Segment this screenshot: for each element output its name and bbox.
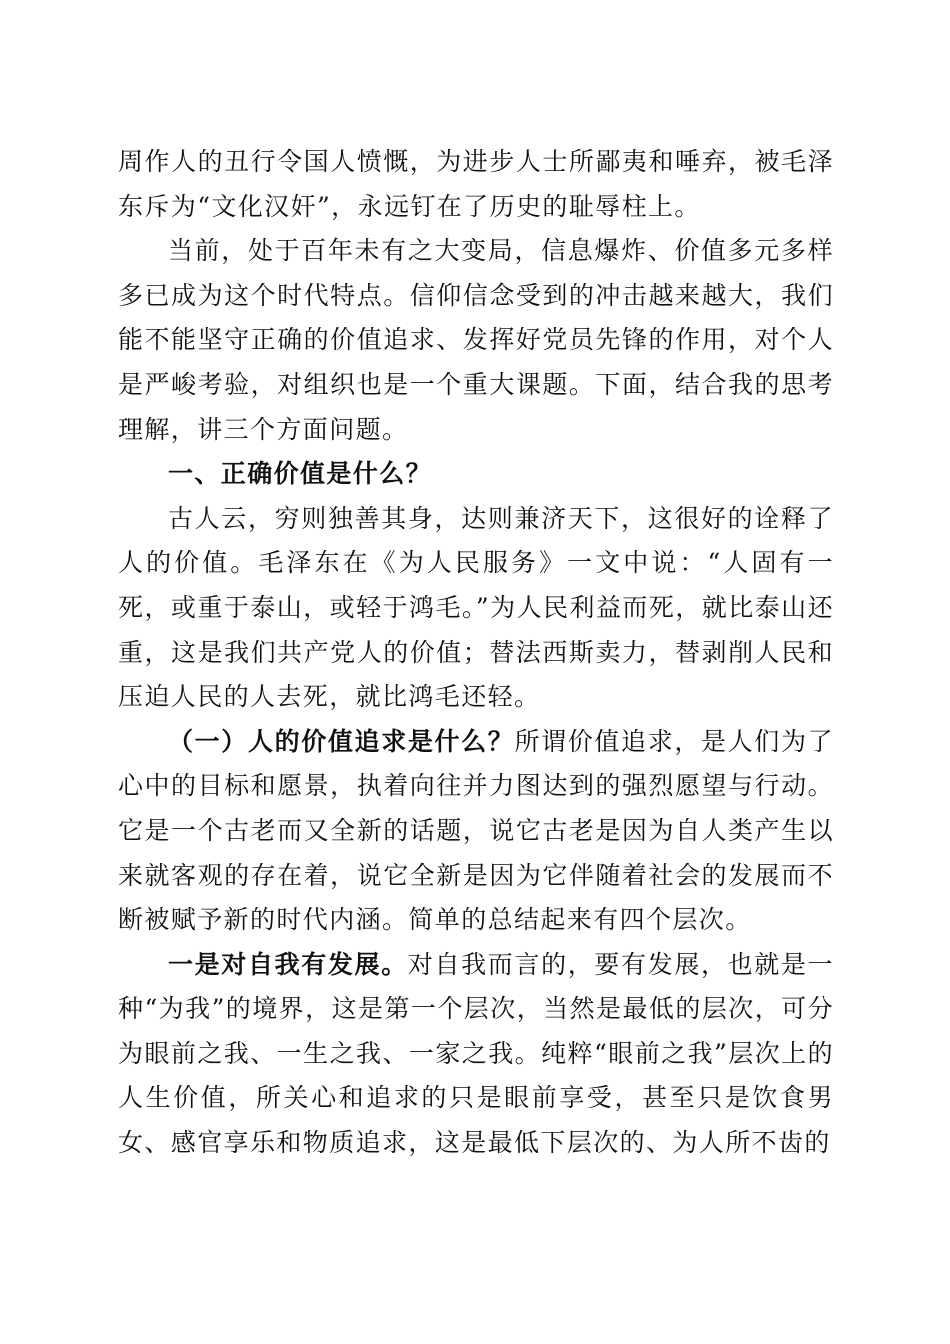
paragraph-self-development-text: 对自我而言的，要有发展，也就是一种“为我”的境界，这是第一个层次，当然是最低的层次，可分为眼前之我、一生之我、一家之我。纯粹“眼前之我”层次上的人生价值，所关心和追求的只是眼前享受，甚至只是饮食男女、感官享乐和物质追求，这是最低下层次的、为人所不齿的 <box>118 949 835 1158</box>
paragraph-value-pursuit-text: 所谓价值追求，是人们为了心中的目标和愿景，执着向往并力图达到的强烈愿望与行动。它是一个古老而又全新的话题，说它古老是因为自人类产生以来就客观的存在着，说它全新是因为它伴随着社会的发展而不断被赋予新的时代内涵。简单的总结起来有四个层次。 <box>118 726 834 935</box>
paragraph-ancient-saying: 古人云，穷则独善其身，达则兼济天下，这很好的诠释了人的价值。毛泽东在《为人民服务》一文中说：“人固有一死，或重于泰山，或轻于鸿毛。”为人民利益而死，就比泰山还重，这是我们共产党人的价值；替法西斯卖力，替剥削人民和压迫人民的人去死，就比鸿毛还轻。 <box>118 503 834 712</box>
document-body <box>118 140 834 1166</box>
paragraph-current-situation: 当前，处于百年未有之大变局，信息爆炸、价值多元多样多已成为这个时代特点。信仰信念受到的冲击越来越大，我们能不能坚守正确的价值追求、发挥好党员先锋的作用，对个人是严峻考验，对组织也是一个重大课题。下面，结合我的思考理解，讲三个方面问题。 <box>118 236 834 444</box>
section-heading-correct-value: 一、正确价值是什么？ <box>168 459 433 489</box>
paragraph-self-development <box>118 943 834 1166</box>
subheading-value-pursuit: （一）人的价值追求是什么？ <box>168 726 515 756</box>
paragraph-continuation: 周作人的丑行令国人愤慨，为进步人士所鄙夷和唾弃，被毛泽东斥为“文化汉奸”，永远钉在了历史的耻辱柱上。 <box>118 147 834 221</box>
lead-self-development: 一是对自我有发展。 <box>168 949 408 979</box>
paragraph-value-pursuit <box>118 720 834 943</box>
